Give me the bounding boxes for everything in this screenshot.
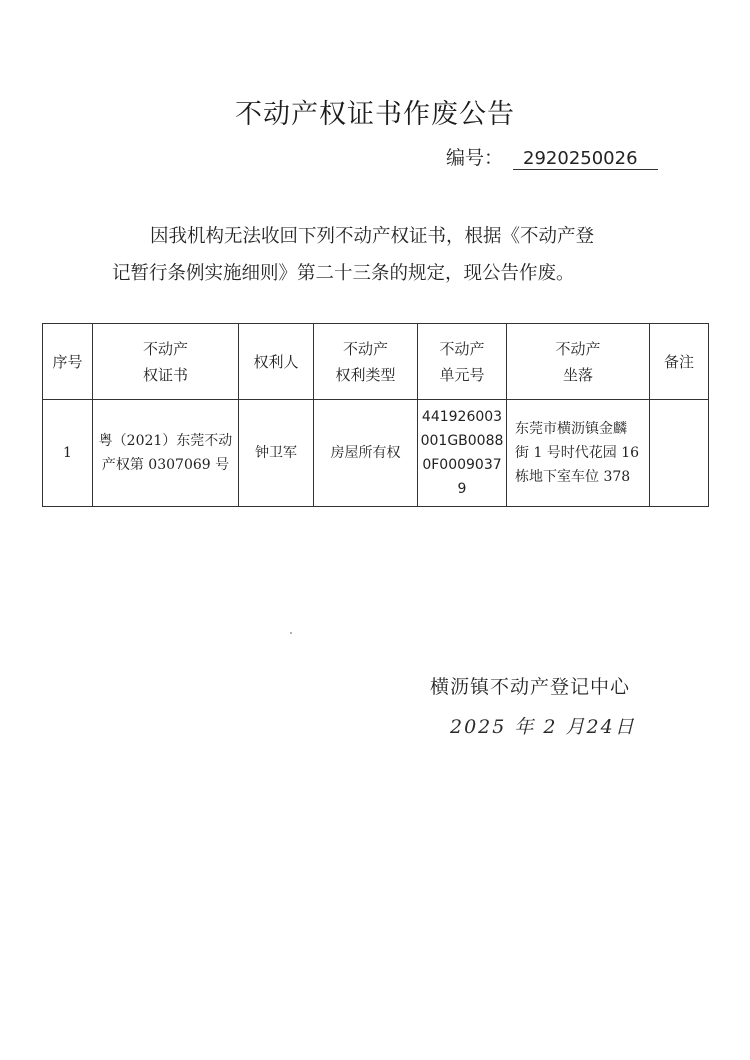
issue-date: 2025 年 2 月24日 (450, 716, 636, 738)
body-line-1: 因我机构无法收回下列不动产权证书，根据《不动产登 (150, 226, 595, 247)
cell-holder: 钟卫军 (239, 400, 314, 507)
header-holder: 权利人 (239, 324, 314, 400)
scan-speck (290, 632, 292, 634)
table-row (43, 400, 709, 507)
header-index: 序号 (43, 324, 93, 400)
certificate-table (42, 323, 709, 507)
cell-right-type: 房屋所有权 (314, 400, 418, 507)
cell-location: 东莞市横沥镇金麟 街 1 号时代花园 16 栋地下室车位 378 (507, 400, 650, 507)
header-right-type: 不动产 权利类型 (314, 324, 418, 400)
body-line-2: 记暂行条例实施细则》第二十三条的规定，现公告作废。 (112, 263, 575, 284)
cell-certificate: 粤（2021）东莞不动 产权第 0307069 号 (93, 400, 239, 507)
document-title: 不动产权证书作废公告 (235, 99, 515, 130)
header-remark: 备注 (650, 324, 709, 400)
document-number-label: 编号： (446, 147, 504, 169)
header-location: 不动产 坐落 (507, 324, 650, 400)
document-number-value: 2920250026 (513, 148, 658, 170)
header-unit-no: 不动产 单元号 (418, 324, 507, 400)
document-number (446, 143, 658, 170)
table-header-row (43, 324, 709, 400)
cell-remark (650, 400, 709, 507)
announcement-body (112, 218, 652, 292)
cell-index: 1 (43, 400, 93, 507)
issuer-name: 横沥镇不动产登记中心 (430, 676, 631, 698)
header-certificate: 不动产 权证书 (93, 324, 239, 400)
cell-unit-no: 441926003 001GB0088 0F0009037 9 (418, 400, 507, 507)
